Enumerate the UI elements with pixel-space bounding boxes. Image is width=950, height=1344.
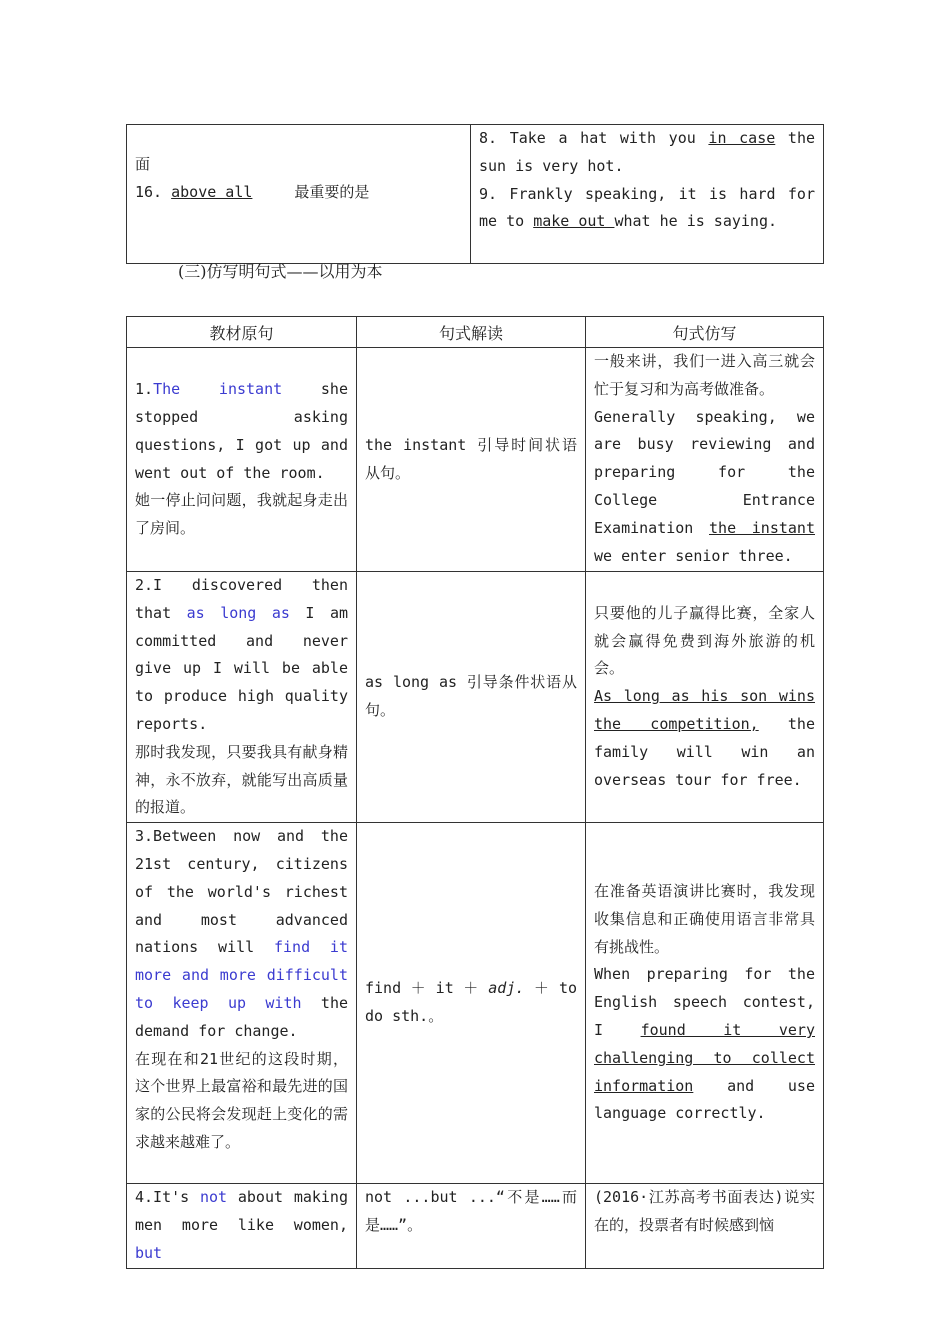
interpretation-cell: as long as 引导条件状语从句。 bbox=[357, 572, 586, 823]
table-row bbox=[127, 348, 824, 572]
header-imitation: 句式仿写 bbox=[586, 317, 824, 348]
original-sentence-cell: 1.The instant she stopped asking questions, I got up and went out of the room. 她一停止问问题，我就起身走出了房间。 bbox=[127, 348, 357, 572]
original-sentence-cell: 3.Between now and the 21st century, citizens of the world's richest and most advanced nations will find it more and more difficult to keep up with the demand for change. 在现在和21世纪的这段时期，这个世界上最富裕和最先进的国家的公民将会发现赶上变化的需求越来越难了。 bbox=[127, 823, 357, 1184]
interpretation-cell: not ...but ...“不是……而是……”。 bbox=[357, 1184, 586, 1268]
header-interpretation: 句式解读 bbox=[357, 317, 586, 348]
phrase-above-all: above all bbox=[171, 182, 253, 201]
phrase-cell-left bbox=[127, 125, 471, 264]
table-header-row bbox=[127, 317, 824, 348]
imitation-cell: 在准备英语演讲比赛时，我发现收集信息和正确使用语言非常具有挑战性。 When preparing for the English speech contest, I found it very challenging to collect information and use language correctly. bbox=[586, 823, 824, 1184]
table-row bbox=[127, 823, 824, 1184]
header-original: 教材原句 bbox=[127, 317, 357, 348]
example-8: 8. Take a hat with you in case the sun is very hot. bbox=[479, 129, 816, 175]
example-cell-right bbox=[471, 125, 824, 264]
example-9: 9. Frankly speaking, it is hard for me to make out what he is saying. bbox=[479, 184, 815, 231]
interpretation-cell: the instant 引导时间状语从句。 bbox=[357, 348, 586, 572]
table-row bbox=[127, 572, 824, 823]
original-sentence-cell: 2.I discovered then that as long as I am committed and never give up I will be able to produce high quality reports. 那时我发现，只要我具有献身精神，永不放弃，就能写出高质量的报道。 bbox=[127, 572, 357, 823]
phrase-16: 16. above all 最重要的是 bbox=[135, 182, 370, 201]
imitation-cell: 只要他的儿子赢得比赛，全家人就会赢得免费到海外旅游的机会。 As long as his son wins the competition, the family will win an overseas tour for free. bbox=[586, 572, 824, 823]
phrase-meaning: 最重要的是 bbox=[294, 182, 370, 201]
interpretation-cell: find ＋ it ＋ adj. ＋ to do sth.。 bbox=[357, 823, 586, 1184]
imitation-cell: 一般来讲，我们一进入高三就会忙于复习和为高考做准备。 Generally speaking, we are busy reviewing and preparing for the College Entrance Examination the instant we enter senior three. bbox=[586, 348, 824, 572]
sentence-pattern-table bbox=[126, 316, 824, 1269]
original-sentence-cell: 4.It's not about making men more like women, but bbox=[127, 1184, 357, 1268]
phrase-fragment: 面 bbox=[135, 155, 151, 173]
section-heading: (三)仿写明句式——以用为本 bbox=[178, 262, 383, 281]
continued-phrase-table bbox=[126, 124, 824, 264]
imitation-cell: (2016·江苏高考书面表达)说实在的，投票者有时候感到恼 bbox=[586, 1184, 824, 1268]
table-row bbox=[127, 1184, 824, 1268]
